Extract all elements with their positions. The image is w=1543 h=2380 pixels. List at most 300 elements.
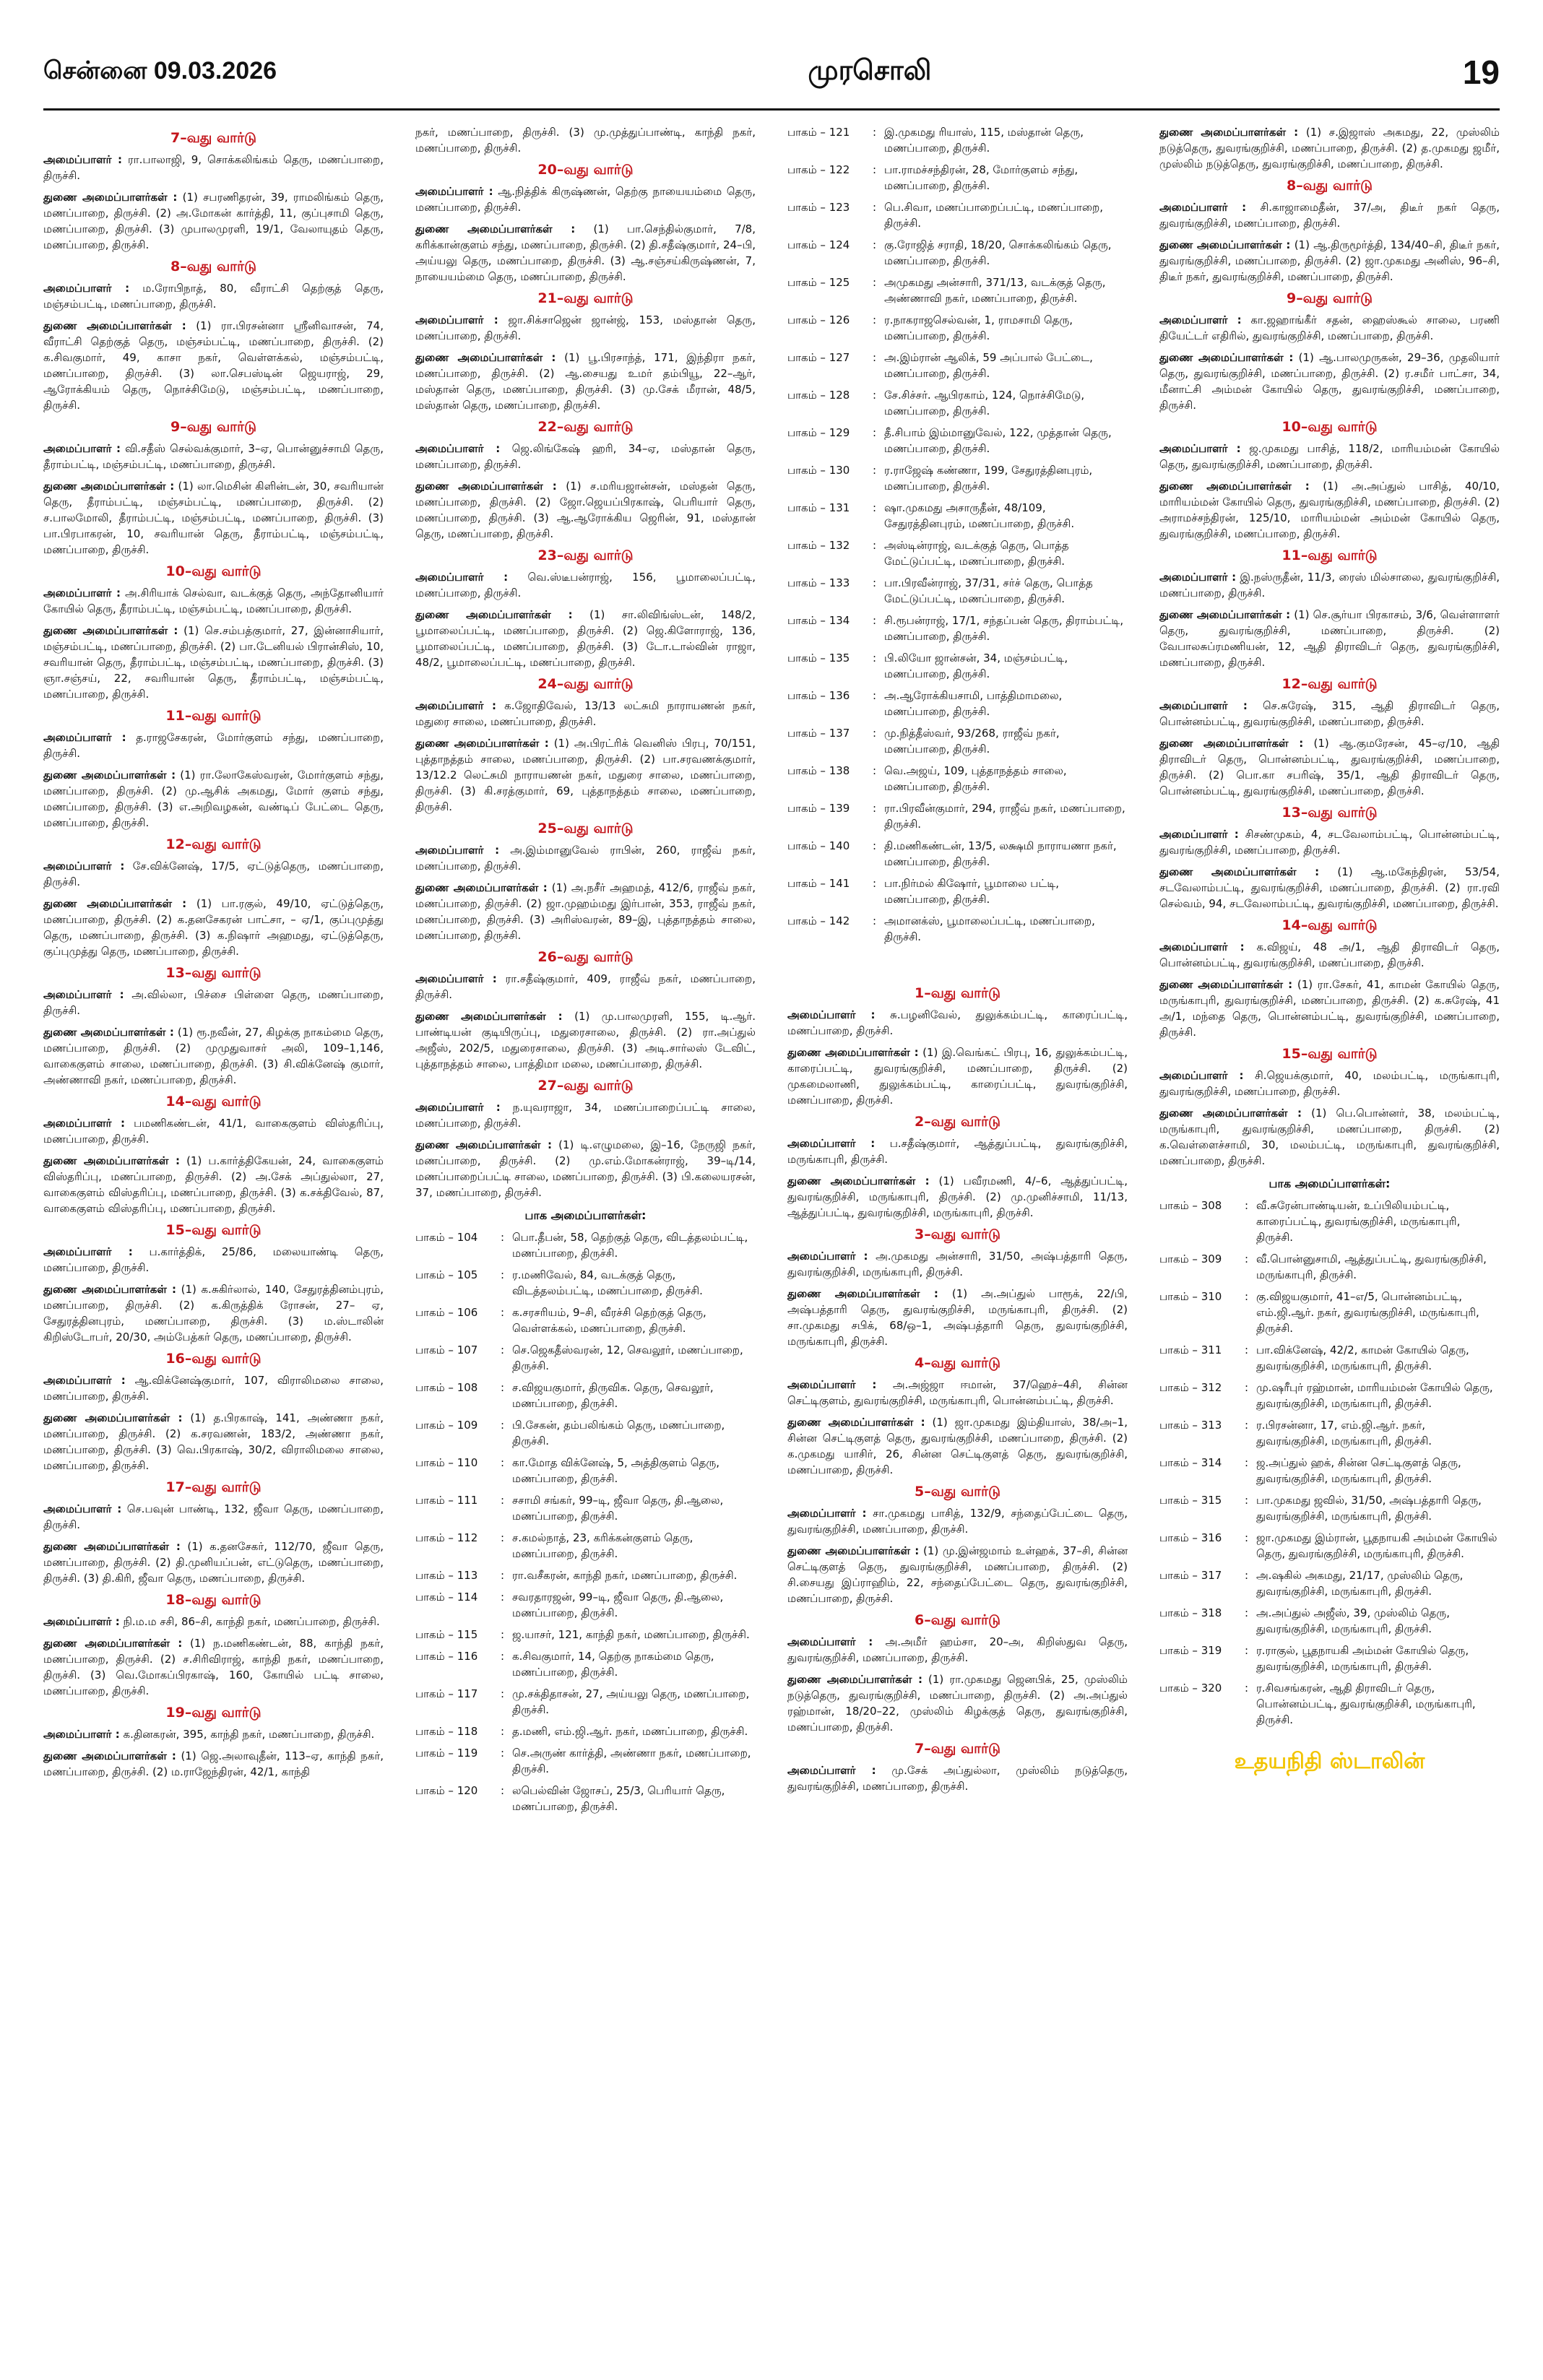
role-label: துணை அமைப்பாளர்கள் : — [415, 608, 573, 621]
booth-text: பெ.சிவா, மணப்பாறைப்பட்டி, மணப்பாறை, திருச்சி. — [884, 201, 1104, 230]
paragraph — [415, 350, 756, 413]
booth-separator: : — [1245, 1682, 1249, 1695]
role-text: அ.முகமது அன்சாரி, 31/50, அஷ்பத்தாரி தெரு, துவரங்குறிச்சி, மருங்காபுரி, திருச்சி. — [787, 1250, 1128, 1278]
ward-title: 9–வது வார்டு — [1287, 290, 1373, 306]
role-label: துணை அமைப்பாளர்கள் : — [1159, 608, 1291, 621]
ward-title: 26–வது வார்டு — [537, 949, 634, 965]
ward-block — [1159, 1046, 1500, 1169]
booth-number: பாகம் – 317 — [1159, 1569, 1222, 1582]
booth-text: அ.ஆரோக்கியசாமி, பாத்திமாமலை, மணப்பாறை, திருச்சி. — [884, 689, 1063, 718]
paragraph — [415, 441, 756, 472]
booth-separator: : — [873, 276, 877, 289]
booth-row — [787, 387, 1128, 419]
role-text: க.ஜோதிவேல், 13/13 லட்சுமி நாராயணன் நகர், மதுரை சாலை, மணப்பாறை, திருச்சி. — [415, 699, 756, 728]
booth-number: பாகம் – 135 — [787, 652, 850, 665]
role-label: அமைப்பாளர் : — [415, 972, 497, 985]
ward-block — [415, 676, 756, 815]
paragraph — [1159, 939, 1500, 971]
booth-row — [787, 875, 1128, 907]
paragraph — [43, 318, 384, 413]
booth-row — [787, 425, 1128, 456]
booth-separator: : — [873, 163, 877, 176]
role-label: அமைப்பாளர் : — [1159, 1069, 1244, 1082]
booth-number: பாகம் – 123 — [787, 201, 850, 214]
role-label: அமைப்பாளர் : — [415, 313, 498, 326]
booth-separator: : — [1245, 1252, 1249, 1265]
booth-text: ஜா.முகமது இம்ரான், பூதநாயகி அம்மன் கோயில் தெரு, துவரங்குறிச்சி, மருங்காபுரி, திருச்சி. — [1256, 1531, 1497, 1560]
role-label: அமைப்பாளர் : — [415, 699, 497, 712]
booth-text: பா.விக்னேஷ், 42/2, காமன் கோயில் தெரு, துவரங்குறிச்சி, மருங்காபுரி, திருச்சி. — [1256, 1343, 1469, 1372]
booth-number: பாகம் – 121 — [787, 126, 850, 139]
paragraph — [787, 1248, 1128, 1280]
ward-title: 8–வது வார்டு — [170, 259, 256, 274]
booth-separator: : — [873, 539, 877, 552]
booth-row — [1159, 1198, 1500, 1245]
paragraph — [1159, 826, 1500, 858]
role-text: சி.காஜாமைதீன், 37/அ, திடீர் நகர் தெரு, துவரங்குறிச்சி, மணப்பாறை, திருச்சி. — [1159, 201, 1500, 230]
booth-separator: : — [1245, 1343, 1249, 1356]
booth-text: ஷா.முகமது அசாருதீன், 48/109, சேதுரத்தினபுரம், மணப்பாறை, திருச்சி. — [884, 501, 1075, 530]
ward-block — [415, 821, 756, 943]
booth-text: பி.லியோ ஜான்சன், 34, மஞ்சம்பட்டி, மணப்பாறை, திருச்சி. — [884, 652, 1068, 680]
role-label: துணை அமைப்பாளர்கள் : — [1159, 865, 1320, 878]
role-label: துணை அமைப்பாளர்கள் : — [43, 1411, 183, 1424]
role-text: (1) அ.அப்துல் பாரூக், 22/பி, அஷ்பத்தாரி தெரு, துவரங்குறிச்சி, மருங்காபுரி, திருச்சி. (2) சா.முகமது சபிக், 68/ஒ–1, அஷ்பத்தாரி தெரு, துவரங்குறிச்சி, மருங்காபுரி, திருச்சி. — [787, 1287, 1128, 1348]
role-label: அமைப்பாளர் : — [1159, 442, 1241, 455]
paragraph — [43, 896, 384, 959]
booth-separator: : — [501, 1747, 505, 1760]
paragraph — [415, 698, 756, 730]
newspaper-title: முரசொலி — [808, 54, 932, 86]
paragraph — [1159, 735, 1500, 799]
ward-title: 25–வது வார்டு — [537, 821, 634, 836]
role-label: துணை அமைப்பாளர்கள் : — [1159, 126, 1299, 139]
booth-row — [1159, 1417, 1500, 1449]
paragraph — [787, 1007, 1128, 1039]
ward-block — [1159, 917, 1500, 1040]
booth-row — [415, 1342, 756, 1374]
paragraph — [1159, 977, 1500, 1040]
paragraph — [43, 730, 384, 761]
booth-number: பாகம் – 315 — [1159, 1494, 1222, 1507]
booth-text: அ.அப்துல் அஜீஸ், 39, முஸ்லிம் தெரு, துவரங்குறிச்சி, மருங்காபுரி, திருச்சி. — [1256, 1606, 1450, 1635]
booth-row — [787, 350, 1128, 381]
booth-number: பாகம் – 130 — [787, 464, 850, 477]
role-label: துணை அமைப்பாளர்கள் : — [1159, 238, 1291, 251]
role-text: (1) ரா.பிரசன்னா ஸ்ரீனிவாசன், 74, வீராட்சி தெற்குத் தெரு, மஞ்சம்பட்டி, மணப்பாறை, திருச்சி. (2) க.சிவகுமார், 49, காசா நகர், வெள்ளக்கல், மஞ்சம்பட்டி, மணப்பாறை, திருச்சி. (3) லா.செபஸ்டின் ஜெயராஜ், 29, ஆரோக்கியம் தெரு, நொச்சிமேடு, மஞ்சம்பட்டி, மணப்பாறை, திருச்சி. — [43, 319, 384, 412]
role-label: அமைப்பாளர் : — [787, 1008, 876, 1021]
booth-row — [787, 725, 1128, 757]
ward-title: 24–வது வார்டு — [537, 676, 634, 692]
paragraph — [1159, 1068, 1500, 1099]
paragraph — [1159, 864, 1500, 912]
ward-block — [43, 1705, 384, 1780]
column-2 — [415, 124, 756, 2349]
booth-separator: : — [873, 652, 877, 665]
ward-title: 16–வது வார்டு — [165, 1351, 262, 1367]
booth-text: அமானக்ஸ், பூமாலைப்பட்டி, மணப்பாறை, திருச்சி. — [884, 914, 1095, 943]
role-label: அமைப்பாளர் : — [43, 860, 125, 873]
role-text: சிசண்முகம், 4, சடவேலாம்பட்டி, பொன்னம்பட்டி, துவரங்குறிச்சி, மணப்பாறை, திருச்சி. — [1159, 828, 1500, 857]
role-text: (1) அ.நசீர் அஹமத், 412/6, ராஜீவ் நகர், மணப்பாறை, திருச்சி. (2) ஜா.முஹம்மது இர்பான், 353, ராஜீவ் நகர், மணப்பாறை, திருச்சி. (3) அரிஸ்வரன், 89–இ, புத்தாநத்தம் சாலை, மணப்பாறை, திருச்சி. — [415, 881, 756, 942]
booth-number: பாகம் – 128 — [787, 389, 850, 402]
role-text: (1) செ.சூர்யா பிரகாசம், 3/6, வெள்ளாளர் தெரு, துவரங்குறிச்சி, மணப்பாறை, திருச்சி. (2) வேபாலசுப்ரமணியன், 12, ஆதி திராவிடர் தெரு, துவரங்குறிச்சி, மணப்பாறை, திருச்சி. — [1159, 608, 1500, 669]
booth-separator: : — [873, 126, 877, 139]
booth-row — [415, 1267, 756, 1299]
role-text: சி.ஜெயக்குமார், 40, மலம்பட்டி, மருங்காபுரி, துவரங்குறிச்சி, மணப்பாறை, திருச்சி. — [1159, 1069, 1500, 1098]
role-label: துணை அமைப்பாளர்கள் : — [1159, 978, 1293, 991]
role-label: அமைப்பாளர் : — [1159, 571, 1237, 584]
role-text: நி.ம.ம சசி, 86–சி, காந்தி நகர், மணப்பாறை, திருச்சி. — [123, 1615, 380, 1628]
booth-separator: : — [873, 351, 877, 364]
paragraph — [43, 623, 384, 702]
role-label: துணை அமைப்பாளர்கள் : — [415, 480, 557, 493]
role-text: ப.சதீஷ்குமார், ஆத்துப்பட்டி, துவரங்குறிச்சி, மருங்காபுரி, திருச்சி. — [787, 1137, 1128, 1166]
booth-row — [787, 274, 1128, 306]
booth-row — [787, 537, 1128, 569]
booth-row — [787, 124, 1128, 156]
booth-text: அ.இம்ரான் ஆலிக், 59 அப்பால் பேட்டை, மணப்பாறை, திருச்சி. — [884, 351, 1093, 380]
booth-text: ஜ.யாசர், 121, காந்தி நகர், மணப்பாறை, திருச்சி. — [512, 1628, 750, 1641]
paragraph — [1159, 237, 1500, 285]
booth-text: வீ.சுரேன்பாண்டியன், உப்பிலியம்பட்டி, காரைப்பட்டி, துவரங்குறிச்சி, மருங்காபுரி, திருச்சி. — [1256, 1199, 1461, 1244]
ward-block — [43, 130, 384, 253]
role-label: அமைப்பாளர் : — [787, 1507, 867, 1520]
paragraph — [415, 971, 756, 1003]
ward-title: 12–வது வார்டு — [1281, 676, 1378, 692]
ward-title: 14–வது வார்டு — [165, 1094, 262, 1109]
booth-row — [415, 1567, 756, 1583]
booth-number: பாகம் – 141 — [787, 877, 850, 890]
ward-title: 7–வது வார்டு — [915, 1741, 1000, 1757]
ward-block — [787, 985, 1128, 1108]
ward-block — [415, 162, 756, 285]
paragraph — [787, 1762, 1128, 1794]
paragraph — [1159, 1105, 1500, 1169]
ward-block — [787, 1484, 1128, 1606]
paragraph — [415, 478, 756, 542]
booth-row — [415, 1627, 756, 1643]
role-label: துணை அமைப்பாளர்கள் : — [787, 1174, 930, 1187]
ward-title: 22–வது வார்டு — [537, 419, 634, 435]
booth-number: பாகம் – 112 — [415, 1531, 478, 1544]
ward-block — [1159, 419, 1500, 542]
booth-separator: : — [1245, 1644, 1249, 1657]
booth-number: பாகம் – 120 — [415, 1784, 478, 1797]
role-text: (1) ரா.லோகேஸ்வரன், மோர்குளம் சந்து, மணப்பாறை, திருச்சி. (2) மு.ஆசிக் அகமது, மோர் குளம் சந்து, மணப்பாறை, திருச்சி. (3) எ.அறிவழகன், வண்டிப் பேட்டை தெரு, மணப்பாறை, திருச்சி. — [43, 769, 384, 829]
ward-title: 4–வது வார்டு — [915, 1355, 1000, 1371]
ward-title: 12–வது வார்டு — [165, 836, 262, 852]
ward-block — [415, 290, 756, 413]
ward-title: 13–வது வார்டு — [1281, 805, 1378, 821]
ward-title: 11–வது வார்டு — [165, 708, 262, 724]
ward-block — [43, 836, 384, 959]
role-label: துணை அமைப்பாளர்கள் : — [43, 191, 178, 204]
booth-text: சே.சிச்சர். ஆபிரகாம், 124, நொச்சிமேடு, மணப்பாறை, திருச்சி. — [884, 389, 1085, 417]
role-label: அமைப்பாளர் : — [43, 153, 122, 166]
ward-title: 17–வது வார்டு — [165, 1479, 262, 1495]
booth-number: பாகம் – 140 — [787, 839, 850, 852]
booth-separator: : — [501, 1569, 505, 1582]
role-text: வி.சதீஸ் செல்வக்குமார், 3–ஏ, பொன்னுச்சாமி தெரு, தீராம்பட்டி, மஞ்சம்பட்டி, மணப்பாறை, திருச்சி. — [43, 442, 384, 471]
paragraph — [43, 441, 384, 472]
booth-text: செ.ஜெகதீஸ்வரன், 12, செவலூர், மணப்பாறை, திருச்சி. — [512, 1343, 743, 1372]
continued-paragraph — [1159, 124, 1500, 172]
paragraph — [43, 280, 384, 312]
booth-row — [787, 688, 1128, 719]
role-text: (1) ஆ.குமரேசன், 45–ஏ/10, ஆதி திராவிடர் தெரு, பொன்னம்பட்டி, துவரங்குறிச்சி, மணப்பாறை, திருச்சி. (2) பொ.கா சபரிஷ், 35/1, ஆதி திராவிடர் தெரு, பொன்னம்பட்டி, துவரங்குறிச்சி, மணப்பாறை, திருச்சி. — [1159, 737, 1500, 797]
role-text: க.விஜய், 48 அ/1, ஆதி திராவிடர் தெரு, பொன்னம்பட்டி, துவரங்குறிச்சி, மணப்பாறை, திருச்சி. — [1159, 940, 1500, 969]
paragraph — [787, 1543, 1128, 1606]
booth-number: பாகம் – 312 — [1159, 1381, 1222, 1394]
booth-number: பாகம் – 314 — [1159, 1456, 1222, 1469]
booth-heading: பாக அமைப்பாளர்கள்: — [1268, 1177, 1391, 1190]
role-text: பமணிகண்டன், 41/1, வாகைகுளம் விஸ்தரிப்பு, மணப்பாறை, திருச்சி. — [43, 1117, 384, 1146]
paragraph — [787, 1671, 1128, 1735]
booth-separator: : — [1245, 1381, 1249, 1394]
role-text: சு.பழனிவேல், துலுக்கம்பட்டி, காரைப்பட்டி, மணப்பாறை, திருச்சி. — [787, 1008, 1128, 1037]
role-label: துணை அமைப்பாளர்கள் : — [415, 737, 549, 750]
ward-block — [1159, 805, 1500, 912]
role-text: ஜெ.லிங்கேஷ் ஹரி, 34–ஏ, மஸ்தான் தெரு, மணப்பாறை, திருச்சி. — [415, 442, 756, 471]
booth-separator: : — [873, 501, 877, 514]
paragraph — [1159, 607, 1500, 670]
paragraph — [415, 312, 756, 344]
ward-title: 27–வது வார்டு — [537, 1078, 634, 1094]
booth-row — [1159, 1492, 1500, 1524]
paragraph — [43, 1539, 384, 1586]
role-text: (1) மு.பாலமுரளி, 155, டி.ஆர். பாண்டியன் குடியிருப்பு, மதுரைசாலை, திருச்சி. (2) ரா.அப்துல் அஜீஸ், 202/5, மதுரைசாலை, திருச்சி. (3) அடி.சார்லஸ் டேவிட், புத்தாநத்தம் சாலை, பாத்திமா மலை, மணப்பாறை, திருச்சி. — [415, 1010, 756, 1070]
role-label: அமைப்பாளர் : — [43, 1374, 126, 1387]
booth-text: மு.நித்தீஸ்வர், 93/268, ராஜீவ் நகர், மணப்பாறை, திருச்சி. — [884, 727, 1060, 756]
booth-separator: : — [873, 389, 877, 402]
role-text: அ.அமீர் ஹம்சா, 20–அ, கிறிஸ்துவ தெரு, துவரங்குறிச்சி, மணப்பாறை, திருச்சி. — [787, 1635, 1128, 1664]
booth-row — [787, 162, 1128, 194]
booth-number: பாகம் – 129 — [787, 426, 850, 439]
booth-number: பாகம் – 137 — [787, 727, 850, 740]
role-text: ஜ.முகமது பாசித், 118/2, மாரியம்மன் கோயில் தெரு, துவரங்குறிச்சி, மணப்பாறை, திருச்சி. — [1159, 442, 1500, 471]
booth-text: க.சிவகுமார், 14, தெற்கு நாகம்மை தெரு, மணப்பாறை, திருச்சி. — [512, 1650, 714, 1679]
booth-number: பாகம் – 313 — [1159, 1419, 1222, 1432]
paragraph — [1159, 350, 1500, 413]
booth-separator: : — [501, 1650, 505, 1663]
role-text: (1) ரா.முகமது ஜெனபிக், 25, முஸ்லிம் நடுத்தெரு, துவரங்குறிச்சி, மணப்பாறை, திருச்சி. (2) அ.அப்துல் ரஹ்மான், 18/20–22, முஸ்லிம் கிழக்குத் தெரு, துவரங்குறிச்சி, மணப்பாறை, திருச்சி. — [787, 1673, 1128, 1734]
booth-row — [787, 500, 1128, 532]
booth-separator: : — [873, 313, 877, 326]
paragraph — [787, 1173, 1128, 1221]
booth-text: பா.ராமச்சந்திரன், 28, மோர்குளம் சந்து, மணப்பாறை, திருச்சி. — [884, 163, 1079, 192]
booth-text: பா.முகமது ஜவில், 31/50, அஷ்பத்தாரி தெரு, துவரங்குறிச்சி, மருங்காபுரி, திருச்சி. — [1256, 1494, 1482, 1523]
role-label: துணை அமைப்பாளர்கள் : — [43, 1026, 174, 1039]
paragraph — [43, 858, 384, 890]
role-text: (1) சபரணிதரன், 39, ராமலிங்கம் தெரு, மணப்பாறை, திருச்சி. (2) அ.மோகன் கார்த்தி, 11, குப்புசாமி தெரு, மணப்பாறை, திருச்சி. (3) முபாலமுரளி, 19/1, வேலாயுதம் தெரு, மணப்பாறை, திருச்சி. — [43, 191, 384, 251]
ward-block — [43, 563, 384, 702]
booth-number: பாகம் – 118 — [415, 1725, 478, 1738]
edition-date: சென்னை 09.03.2026 — [43, 56, 277, 85]
booth-row — [415, 1783, 756, 1814]
role-text: த.ராஜசேகரன், மோர்குளம் சந்து, மணப்பாறை, திருச்சி. — [43, 731, 384, 760]
paragraph — [787, 1505, 1128, 1537]
role-text: க.தினகரன், 395, காந்தி நகர், மணப்பாறை, திருச்சி. — [123, 1728, 375, 1741]
role-label: அமைப்பாளர் : — [43, 282, 130, 295]
ward-block — [787, 1114, 1128, 1221]
booth-separator: : — [873, 802, 877, 815]
booth-row — [787, 838, 1128, 870]
role-label: துணை அமைப்பாளர்கள் : — [1159, 480, 1310, 493]
role-text: (1) இ.வெங்கட் பிரபு, 16, துலுக்கம்பட்டி, காரைப்பட்டி, துவரங்குறிச்சி, மணப்பாறை, திருச்சி. (2) முகமைலாணி, துலுக்கம்பட்டி, காரைப்பட்டி, துவரங்குறிச்சி, மணப்பாறை, திருச்சி. — [787, 1046, 1128, 1107]
ward-title: 18–வது வார்டு — [165, 1592, 262, 1608]
paragraph — [43, 1372, 384, 1404]
signature: உதயநிதி ஸ்டாலின் — [1234, 1749, 1425, 1774]
booth-text: கு.ரோஜித் சராதி, 18/20, சொக்கலிங்கம் தெரு, மணப்பாறை, திருச்சி. — [884, 238, 1112, 267]
booth-row — [787, 237, 1128, 269]
booth-row — [415, 1589, 756, 1621]
paragraph — [415, 880, 756, 943]
paragraph — [787, 1634, 1128, 1666]
booth-text: தி.மணிகண்டன், 13/5, லக்ஷமி நாராயணா நகர், மணப்பாறை, திருச்சி. — [884, 839, 1117, 868]
role-label: துணை அமைப்பாளர்கள் : — [415, 1010, 563, 1023]
booth-number: பாகம் – 115 — [415, 1628, 478, 1641]
paragraph — [43, 1635, 384, 1699]
column-1 — [43, 124, 384, 2349]
booth-separator: : — [501, 1725, 505, 1738]
booth-row — [1159, 1342, 1500, 1374]
booth-text: தீ.சிபாம் இம்மானுவேல், 122, முத்தான் தெரு, மணப்பாறை, திருச்சி. — [884, 426, 1112, 455]
booth-separator: : — [501, 1531, 505, 1544]
booth-text: செ.அருண் கார்த்தி, அண்ணா நகர், மணப்பாறை, திருச்சி. — [512, 1747, 751, 1775]
booth-separator: : — [1245, 1531, 1249, 1544]
role-text: (1) பவீரமணி, 4/–6, ஆத்துப்பட்டி, துவரங்குறிச்சி, மருங்காபுரி, திருச்சி. (2) மு.முனிச்சாமி, 11/13, ஆத்துப்பட்டி, துவரங்குறிச்சி, மருங்காபுரி, திருச்சி. — [787, 1174, 1128, 1219]
booth-row — [415, 1492, 756, 1524]
booth-number: பாகம் – 114 — [415, 1591, 478, 1604]
booth-number: பாகம் – 117 — [415, 1687, 478, 1700]
booth-separator: : — [501, 1784, 505, 1797]
paragraph — [43, 1410, 384, 1474]
booth-separator: : — [501, 1591, 505, 1604]
booth-separator: : — [873, 464, 877, 477]
role-text: (1) பெ.பொன்னர், 38, மலம்பட்டி, மருங்காபுரி, துவரங்குறிச்சி, மணப்பாறை, திருச்சி. (2) க.வெள்ளைச்சாமி, 30, மலம்பட்டி, மருங்காபுரி, துவரங்குறிச்சி, மணப்பாறை, திருச்சி. — [1159, 1107, 1500, 1167]
ward-block — [415, 548, 756, 670]
booth-separator: : — [873, 727, 877, 740]
booth-separator: : — [501, 1381, 505, 1394]
booth-number: பாகம் – 309 — [1159, 1252, 1222, 1265]
role-label: அமைப்பாளர் : — [787, 1764, 876, 1777]
booth-number: பாகம் – 122 — [787, 163, 850, 176]
role-text: (1) அ.பிரட்ரிக் வெனிஸ் பிரபு, 70/151, புத்தாநத்தம் சாலை, மணப்பாறை, திருச்சி. (2) பா.சரவணக்குமார், 13/12.2 லெட்சுமி நாராயணன் நகர், மதுரை சாலை, மணப்பாறை, திருச்சி. (3) கி.சரத்குமார், 69, புத்தாநத்தம் சாலை, மணப்பாறை, திருச்சி. — [415, 737, 756, 813]
booth-text: ர.ராஜேஷ் கண்ணா, 199, சேதுரத்தினபுரம், மணப்பாறை, திருச்சி. — [884, 464, 1093, 493]
booth-separator: : — [501, 1306, 505, 1319]
role-text: (1) பா.செந்தில்குமார், 7/8, கரிக்கான்குளம் சந்து, மணப்பாறை, திருச்சி. (2) தி.சதீஷ்குமார், 24–பி, அய்யலு தெரு, மணப்பாறை, திருச்சி. (3) ஆ.சஞ்சய்கிருஷ்ணன், 7, நாயையம்மை தெரு, மணப்பாறை, திருச்சி. — [415, 222, 756, 283]
role-label: துணை அமைப்பாளர்கள் : — [787, 1046, 919, 1059]
role-text: அ.சிரியாக் செல்வா, வடக்குத் தெரு, அந்தோனியார் கோயில் தெரு, தீராம்பட்டி, மஞ்சம்பட்டி, மணப்பாறை, திருச்சி. — [43, 587, 384, 615]
page-number: 19 — [1462, 53, 1500, 91]
paragraph — [43, 585, 384, 617]
booth-separator: : — [501, 1419, 505, 1432]
paragraph — [43, 1024, 384, 1088]
booth-separator: : — [1245, 1569, 1249, 1582]
ward-block — [1159, 290, 1500, 413]
paragraph — [415, 607, 756, 670]
role-text: சே.விக்னேஷ், 17/5, ஏட்டுத்தெரு, மணப்பாறை, திருச்சி. — [43, 860, 384, 888]
booth-row — [415, 1417, 756, 1449]
role-text: (1) ஆ.பாலமுருகன், 29–36, முதலியார் தெரு, துவரங்குறிச்சி, மணப்பாறை, திருச்சி. (2) ர.சமீர் பாட்சா, 34, மீனாட்சி அம்மன் கோயில் தெரு, துவரங்குறிச்சி, மணப்பாறை, திருச்சி. — [1159, 351, 1500, 412]
booth-number: பாகம் – 106 — [415, 1306, 478, 1319]
booth-text: க.சரசரியம், 9–சி, வீரச்சி தெற்குத் தெரு, வெள்ளக்கல், மணப்பாறை, திருச்சி. — [512, 1306, 706, 1335]
booth-separator: : — [501, 1687, 505, 1700]
role-label: அமைப்பாளர் : — [1159, 201, 1247, 214]
role-text: வெ.ஸ்டீபன்ராஜ், 156, பூமாலைப்பட்டி, மணப்பாறை, திருச்சி. — [415, 571, 756, 600]
booth-row — [415, 1304, 756, 1336]
role-label: துணை அமைப்பாளர்கள் : — [787, 1287, 938, 1300]
role-label: துணை அமைப்பாளர்கள் : — [415, 351, 556, 364]
role-label: அமைப்பாளர் : — [43, 1615, 120, 1628]
booth-separator: : — [873, 238, 877, 251]
booth-separator: : — [873, 914, 877, 927]
ward-title: 9–வது வார்டு — [170, 419, 256, 435]
paragraph — [415, 221, 756, 285]
ward-title: 21–வது வார்டு — [537, 290, 634, 306]
booth-separator: : — [873, 426, 877, 439]
booth-separator: : — [873, 839, 877, 852]
booth-text: கா.மோத விக்னேஷ், 5, அத்திகுளம் தெரு, மணப்பாறை, திருச்சி. — [512, 1456, 720, 1485]
booth-separator: : — [1245, 1290, 1249, 1303]
ward-block — [787, 1612, 1128, 1735]
paragraph — [787, 1286, 1128, 1349]
role-text: இ.நஸ்ருதீன், 11/3, ரைஸ் மில்சாலை, துவரங்குறிச்சி, மணப்பாறை, திருச்சி. — [1159, 571, 1500, 600]
role-text: ரா.பாலாஜி, 9, சொக்கலிங்கம் தெரு, மணப்பாறை, திருச்சி. — [43, 153, 384, 182]
booth-text: ச.கமல்நாத், 23, கரிக்கன்குளம் தெரு, மணப்பாறை, திருச்சி. — [512, 1531, 693, 1560]
role-label: அமைப்பாளர் : — [43, 587, 121, 600]
ward-block — [1159, 676, 1500, 799]
booth-text: கு.விஜயகுமார், 41–எ/5, பொன்னம்பட்டி, எம்.ஜி.ஆர். நகர், துவரங்குறிச்சி, மருங்காபுரி, திருச்சி. — [1256, 1290, 1479, 1335]
ward-title: 10–வது வார்டு — [1281, 419, 1378, 435]
booth-text: இ.முகமது ரியாஸ், 115, மஸ்தான் தெரு, மணப்பாறை, திருச்சி. — [884, 126, 1084, 155]
ward-title: 10–வது வார்டு — [165, 563, 262, 579]
role-text: (1) சா.லிவிங்ஸ்டன், 148/2, பூமாலைப்பட்டி, மணப்பாறை, திருச்சி. (2) ஜெ.கிளோராஜ், 136, பூமாலைப்பட்டி, மணப்பாறை, திருச்சி. (3) டோ.டால்வின் ராஜா, 48/2, பூமாலைப்பட்டி, மணப்பாறை, திருச்சி. — [415, 608, 756, 669]
ward-block — [415, 419, 756, 542]
booth-row — [787, 763, 1128, 795]
role-label: அமைப்பாளர் : — [43, 731, 126, 744]
paragraph — [415, 183, 756, 215]
booth-text: லபெல்வின் ஜோசப், 25/3, பெரியார் தெரு, மணப்பாறை, திருச்சி. — [512, 1784, 725, 1813]
paragraph — [787, 1377, 1128, 1408]
paragraph — [43, 152, 384, 183]
role-text: ம.ரோபிநாத், 80, வீராட்சி தெற்குத் தெரு, மஞ்சம்பட்டி, மணப்பாறை, திருச்சி. — [43, 282, 384, 311]
booth-number: பாகம் – 133 — [787, 576, 850, 589]
paragraph — [787, 1414, 1128, 1478]
booth-number: பாகம் – 108 — [415, 1381, 478, 1394]
booth-number: பாகம் – 139 — [787, 802, 850, 815]
role-text: (1) லா.மெசின் கிளின்டன், 30, சவரியான் தெரு, தீராம்பட்டி, மஞ்சம்பட்டி, மணப்பாறை, திருச்சி. (2) ச.பாலமோலி, தீராம்பட்டி, மஞ்சம்பட்டி, மணப்பாறை, திருச்சி. (3) பா.பிரபாகரன், 10, சவரியான் தெரு, தீராம்பட்டி, மஞ்சம்பட்டி, மணப்பாறை, திருச்சி. — [43, 480, 384, 556]
booth-heading: பாக அமைப்பாளர்கள்: — [524, 1208, 647, 1222]
ward-block — [43, 1222, 384, 1345]
booth-text: அஸ்டின்ராஜ், வடக்குத் தெரு, பொத்த மேட்டுப்பட்டி, மணப்பாறை, திருச்சி. — [884, 539, 1069, 568]
ward-title: 7–வது வார்டு — [170, 130, 256, 146]
ward-block — [415, 949, 756, 1072]
ward-title: 1–வது வார்டு — [915, 985, 1000, 1001]
ward-block — [43, 1351, 384, 1474]
booth-text: ர.பிரசன்னா, 17, எம்.ஜி.ஆர். நகர், துவரங்குறிச்சி, மருங்காபுரி, திருச்சி. — [1256, 1419, 1432, 1448]
role-label: துணை அமைப்பாளர்கள் : — [43, 624, 178, 637]
booth-row — [787, 650, 1128, 682]
role-label: துணை அமைப்பாளர்கள் : — [415, 881, 548, 894]
column-3 — [787, 124, 1128, 2349]
booth-row — [1159, 1289, 1500, 1336]
ward-title: 11–வது வார்டு — [1281, 548, 1378, 563]
paragraph — [1159, 569, 1500, 601]
role-text: (1) டி.எழுமலை, இ–16, நேருஜி நகர், மணப்பாறை, திருச்சி. (2) மு.எம்.மோகன்ராஜ், 39–டி/14, மணப்பாறைப்பட்டி சாலை, மணப்பாறை, திருச்சி. (3) பி.கலையரசன், 37, மணப்பாறை, திருச்சி. — [415, 1138, 756, 1199]
role-label: அமைப்பாளர் : — [43, 442, 121, 455]
